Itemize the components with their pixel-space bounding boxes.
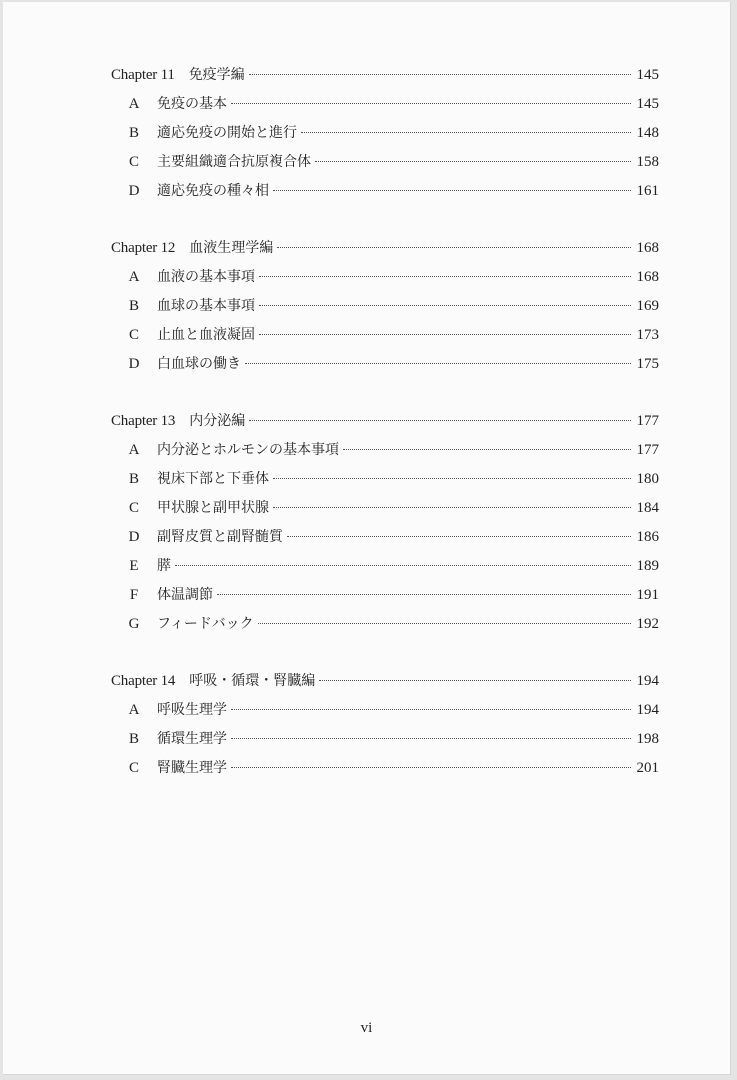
- dot-leader: [343, 449, 631, 450]
- section-letter: F: [129, 587, 139, 603]
- dot-leader: [217, 594, 631, 595]
- page-number: 194: [636, 673, 659, 689]
- chapter-number: Chapter 14: [111, 673, 176, 689]
- section-title: 内分泌とホルモンの基本事項: [157, 442, 339, 458]
- page-number: 158: [636, 154, 659, 170]
- chapter-14: [111, 667, 659, 783]
- section-letter: E: [129, 558, 139, 574]
- page-folio: vi: [360, 1020, 373, 1036]
- dot-leader: [273, 190, 631, 191]
- chapter-heading[interactable]: [111, 61, 659, 90]
- section-title: 腎臓生理学: [157, 760, 227, 776]
- toc-entry[interactable]: [111, 119, 659, 148]
- chapter-title: 内分泌編: [189, 413, 246, 429]
- section-title: 視床下部と下垂体: [157, 471, 269, 487]
- section-letter: D: [128, 183, 140, 199]
- dot-leader: [259, 276, 631, 277]
- section-letter: D: [128, 529, 140, 545]
- chapter-title: 免疫学編: [188, 67, 245, 83]
- section-title: 適応免疫の開始と進行: [157, 125, 297, 141]
- toc-entry[interactable]: [111, 494, 659, 523]
- toc-entry[interactable]: [111, 552, 659, 581]
- document-page: [3, 2, 731, 1075]
- section-title: 血液の基本事項: [157, 269, 255, 285]
- section-title: 主要組織適合抗原複合体: [157, 154, 311, 170]
- toc-entry[interactable]: [111, 754, 659, 783]
- section-title: 循環生理学: [157, 731, 227, 747]
- page-number: 192: [636, 616, 659, 632]
- section-letter: B: [128, 471, 139, 487]
- page-number: 191: [636, 587, 659, 603]
- page-number: 189: [636, 558, 659, 574]
- page-number: 145: [636, 96, 659, 112]
- section-letter: A: [128, 442, 140, 458]
- section-letter: A: [128, 702, 140, 718]
- toc-entry[interactable]: [111, 321, 659, 350]
- toc-entry[interactable]: [111, 263, 659, 292]
- toc-entry[interactable]: [111, 523, 659, 552]
- page-number: 186: [636, 529, 659, 545]
- dot-leader: [259, 334, 631, 335]
- dot-leader: [231, 738, 631, 739]
- dot-leader: [245, 363, 631, 364]
- section-title: 甲状腺と副甲状腺: [157, 500, 269, 516]
- table-of-contents: [111, 61, 659, 811]
- page-number: 175: [636, 356, 659, 372]
- section-letter: C: [128, 760, 139, 776]
- toc-entry[interactable]: [111, 90, 659, 119]
- section-title: フィードバック: [157, 616, 254, 632]
- dot-leader: [273, 507, 631, 508]
- chapter-title: 呼吸・循環・腎臓編: [189, 673, 316, 689]
- section-title: 膵: [157, 558, 171, 574]
- toc-entry[interactable]: [111, 436, 659, 465]
- chapter-heading[interactable]: [111, 234, 659, 263]
- section-letter: D: [128, 356, 140, 372]
- section-title: 体温調節: [157, 587, 213, 603]
- dot-leader: [315, 161, 631, 162]
- page-number: 201: [636, 760, 659, 776]
- chapter-11: [111, 61, 659, 206]
- page-number: 169: [636, 298, 659, 314]
- toc-entry[interactable]: [111, 465, 659, 494]
- section-letter: C: [128, 500, 139, 516]
- chapter-13: [111, 407, 659, 639]
- toc-entry[interactable]: [111, 725, 659, 754]
- chapter-heading[interactable]: [111, 407, 659, 436]
- section-letter: B: [128, 298, 139, 314]
- dot-leader: [273, 478, 631, 479]
- dot-leader: [301, 132, 631, 133]
- dot-leader: [287, 536, 631, 537]
- section-letter: A: [128, 96, 140, 112]
- page-number: 177: [636, 413, 659, 429]
- page-number: 184: [636, 500, 659, 516]
- chapter-heading[interactable]: [111, 667, 659, 696]
- page-number: 194: [636, 702, 659, 718]
- toc-entry[interactable]: [111, 177, 659, 206]
- page-number: 168: [636, 240, 659, 256]
- chapter-12: [111, 234, 659, 379]
- dot-leader: [231, 767, 631, 768]
- dot-leader: [277, 247, 631, 248]
- toc-entry[interactable]: [111, 696, 659, 725]
- section-title: 止血と血液凝固: [157, 327, 255, 343]
- toc-entry[interactable]: [111, 148, 659, 177]
- page-number: 198: [636, 731, 659, 747]
- dot-leader: [258, 623, 631, 624]
- section-letter: A: [128, 269, 140, 285]
- section-letter: C: [128, 327, 139, 343]
- dot-leader: [249, 420, 631, 421]
- dot-leader: [249, 74, 631, 75]
- toc-entry[interactable]: [111, 610, 659, 639]
- section-title: 白血球の働き: [157, 356, 241, 372]
- page-number: 177: [636, 442, 659, 458]
- dot-leader: [231, 103, 631, 104]
- page-number: 180: [636, 471, 659, 487]
- dot-leader: [231, 709, 631, 710]
- page-number: 161: [636, 183, 659, 199]
- toc-entry[interactable]: [111, 581, 659, 610]
- chapter-number: Chapter 12: [111, 240, 176, 256]
- chapter-number: Chapter 11: [111, 67, 175, 83]
- page-number: 173: [636, 327, 659, 343]
- section-title: 適応免疫の種々相: [157, 183, 269, 199]
- section-title: 免疫の基本: [157, 96, 227, 112]
- section-title: 副腎皮質と副腎髄質: [157, 529, 283, 545]
- dot-leader: [319, 680, 631, 681]
- page-number: 168: [636, 269, 659, 285]
- section-title: 呼吸生理学: [157, 702, 227, 718]
- section-letter: C: [128, 154, 139, 170]
- chapter-number: Chapter 13: [111, 413, 176, 429]
- section-title: 血球の基本事項: [157, 298, 255, 314]
- chapter-title: 血液生理学編: [189, 240, 274, 256]
- toc-entry[interactable]: [111, 292, 659, 321]
- page-number: 148: [636, 125, 659, 141]
- dot-leader: [259, 305, 631, 306]
- section-letter: B: [128, 731, 139, 747]
- section-letter: B: [128, 125, 139, 141]
- section-letter: G: [128, 616, 140, 632]
- page-number: 145: [636, 67, 659, 83]
- toc-entry[interactable]: [111, 350, 659, 379]
- dot-leader: [175, 565, 631, 566]
